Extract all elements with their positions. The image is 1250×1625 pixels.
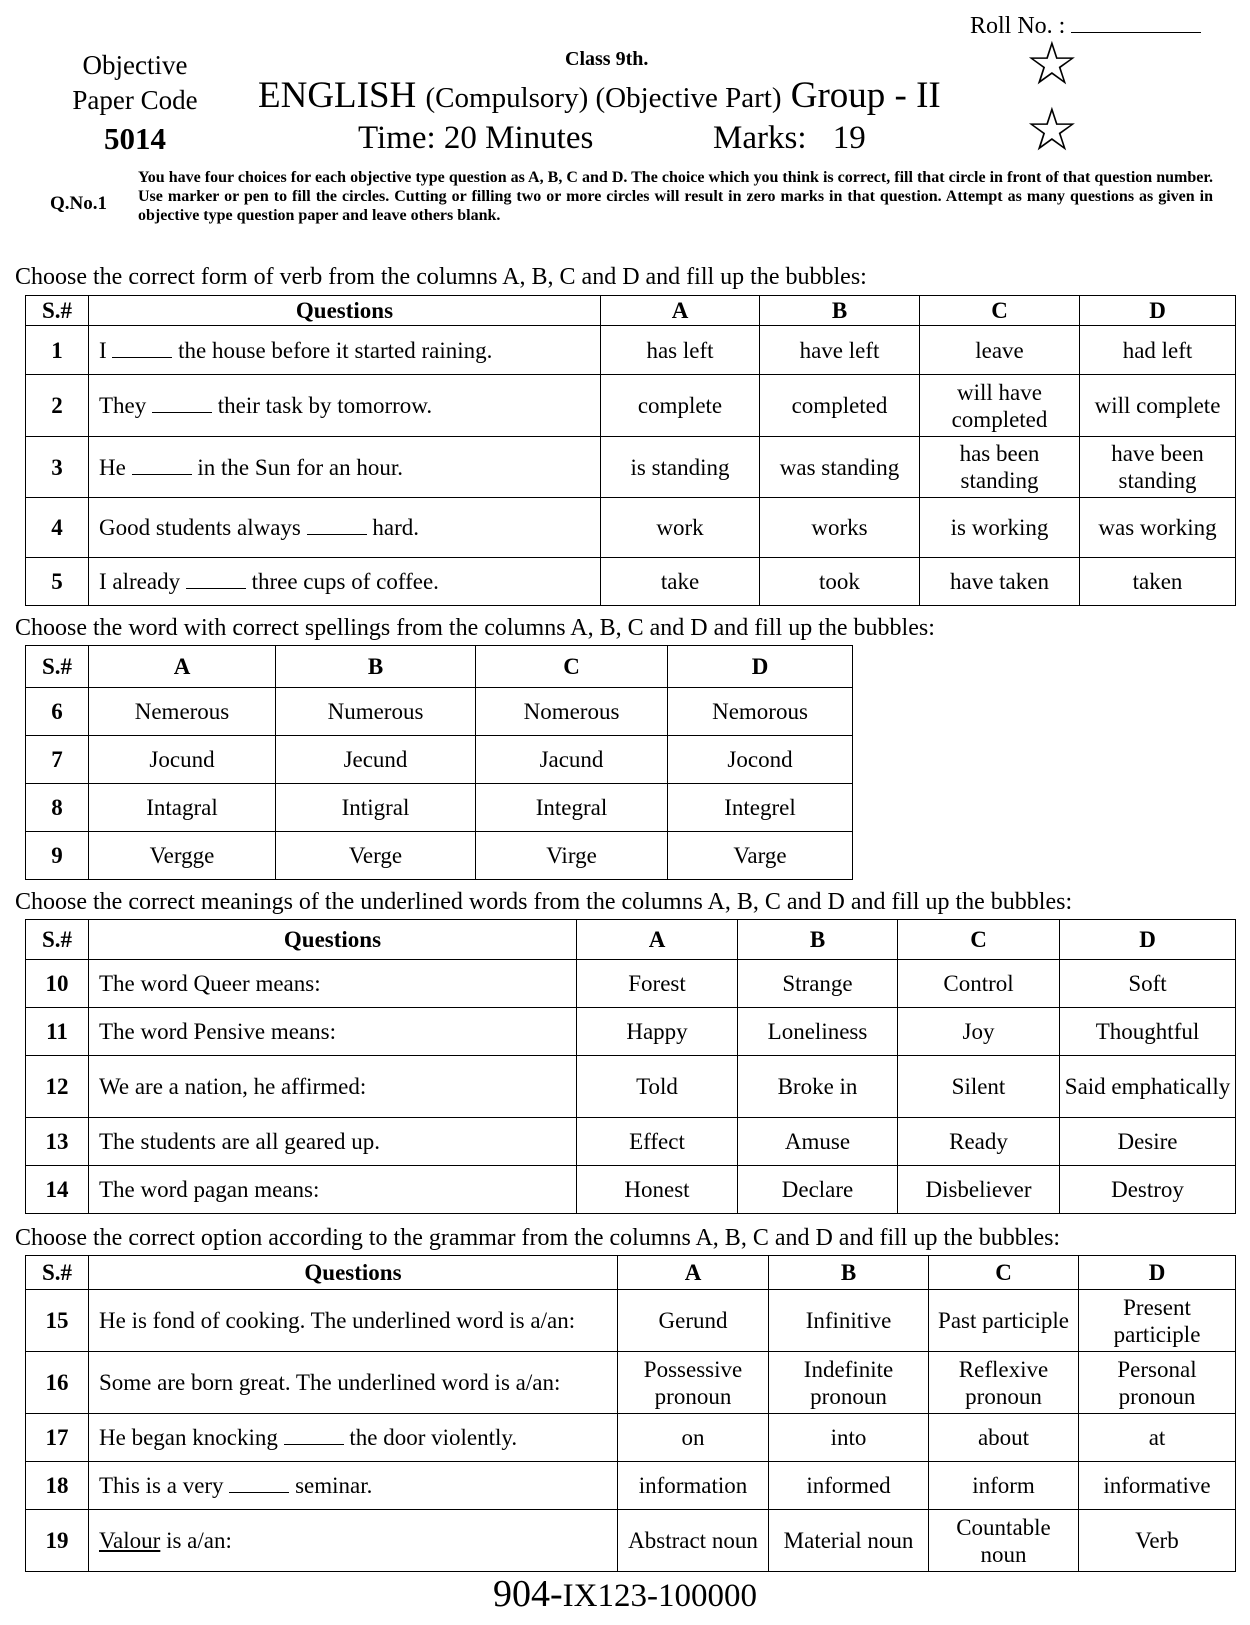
option-c[interactable]: has been standing [920, 437, 1080, 498]
option-a[interactable]: has left [601, 326, 760, 375]
subject-details: (Compulsory) (Objective Part) [425, 82, 782, 114]
option-a[interactable]: Forest [577, 960, 738, 1008]
objective-label: Objective [82, 50, 188, 80]
option-a[interactable]: Told [577, 1056, 738, 1118]
header-d: D [1079, 1256, 1236, 1290]
paper-code: 5014 [104, 121, 166, 156]
table-row [26, 736, 853, 784]
serial-number: 3 [26, 437, 89, 498]
question-number: Q.No.1 [50, 193, 107, 214]
option-d[interactable]: Thoughtful [1060, 1008, 1236, 1056]
question-post: in the Sun for an hour. [197, 454, 404, 480]
question-text [89, 498, 601, 558]
table-header-row [26, 1256, 1236, 1290]
star-outline-icon: ☆ [1025, 95, 1079, 165]
option-a[interactable]: Jocund [89, 736, 276, 784]
option-a[interactable]: Nemerous [89, 688, 276, 736]
section-heading: Choose the correct form of verb from the columns A, B, C and D and fill up the bubbles: [15, 264, 867, 290]
serial-number: 16 [26, 1352, 89, 1414]
question-text [89, 375, 601, 437]
option-a[interactable]: is standing [601, 437, 760, 498]
option-a[interactable]: Happy [577, 1008, 738, 1056]
question-text: The word Queer means: [89, 960, 577, 1008]
instructions: You have four choices for each objective type question as A, B, C and D. The choice which you think is correct, fill that circle in front of that question number. Use marker or pen to fill the circles. Cutting or filling two or more circles will result in zero marks in that question. Attempt as many questions as given in objective type question paper and leave others blank. [138, 169, 1213, 224]
serial-number: 9 [26, 832, 89, 880]
option-b[interactable]: completed [760, 375, 920, 437]
serial-number: 14 [26, 1166, 89, 1214]
option-c[interactable]: Jacund [476, 736, 668, 784]
option-d[interactable]: Jocond [668, 736, 853, 784]
class-label: Class 9th. [565, 48, 649, 70]
roll-number-field[interactable] [1071, 10, 1201, 33]
blank [186, 568, 246, 589]
header-c: C [920, 296, 1080, 326]
option-c[interactable]: Silent [898, 1056, 1060, 1118]
option-d[interactable]: had left [1080, 326, 1236, 375]
option-d[interactable]: have been standing [1080, 437, 1236, 498]
question-text: Some are born great. The underlined word is a/an: [89, 1352, 618, 1414]
option-b[interactable]: Numerous [276, 688, 476, 736]
paper-footer-code [0, 1572, 1250, 1616]
option-b[interactable]: Jecund [276, 736, 476, 784]
question-text [89, 437, 601, 498]
table-header-row [26, 296, 1236, 326]
blank [229, 1472, 289, 1493]
table-row [26, 558, 1236, 606]
option-a[interactable]: Honest [577, 1166, 738, 1214]
serial-number: 13 [26, 1118, 89, 1166]
option-b[interactable]: into [769, 1414, 929, 1462]
question-text [89, 558, 601, 606]
option-b[interactable]: informed [769, 1462, 929, 1510]
option-b[interactable]: took [760, 558, 920, 606]
table-row [26, 326, 1236, 375]
question-post: hard. [372, 515, 419, 540]
option-c[interactable]: Virge [476, 832, 668, 880]
header-a: A [89, 646, 276, 688]
option-c[interactable]: Past participle [929, 1290, 1079, 1352]
option-a[interactable]: take [601, 558, 760, 606]
marks-value: 19 [832, 120, 866, 156]
marks-label: Marks: [713, 120, 807, 156]
option-b[interactable]: was standing [760, 437, 920, 498]
footer-code-rest: IX123-100000 [562, 1578, 757, 1614]
question-pre: They [99, 393, 147, 418]
option-d[interactable]: at [1079, 1414, 1236, 1462]
question-text: He is fond of cooking. The underlined word is a/an: [89, 1290, 618, 1352]
table-row [26, 1008, 1236, 1056]
time-label: Time: 20 Minutes [358, 120, 594, 156]
marks [713, 120, 866, 157]
table-header-row [26, 920, 1236, 960]
section-heading: Choose the word with correct spellings from the columns A, B, C and D and fill up the bubbles: [15, 615, 935, 641]
option-c[interactable]: Countable noun [929, 1510, 1079, 1572]
option-b[interactable]: Material noun [769, 1510, 929, 1572]
blank [132, 454, 192, 475]
option-d[interactable]: will complete [1080, 375, 1236, 437]
question-post: seminar. [295, 1473, 373, 1498]
paper-code-block [55, 48, 215, 160]
option-d[interactable]: taken [1080, 558, 1236, 606]
header-questions: Questions [89, 920, 577, 960]
question-pre: I [99, 337, 107, 363]
option-b[interactable]: Loneliness [738, 1008, 898, 1056]
option-a[interactable]: Effect [577, 1118, 738, 1166]
option-c[interactable]: leave [920, 326, 1080, 375]
blank [112, 337, 172, 358]
option-a[interactable]: Vergge [89, 832, 276, 880]
header-questions: Questions [89, 1256, 618, 1290]
table-row [26, 784, 853, 832]
question-text [89, 326, 601, 375]
option-a[interactable]: information [618, 1462, 769, 1510]
serial-number: 11 [26, 1008, 89, 1056]
question-post: their task by tomorrow. [217, 393, 433, 418]
question-text: The word pagan means: [89, 1166, 577, 1214]
option-d[interactable]: was working [1080, 498, 1236, 558]
question-pre: He began knocking [99, 1425, 278, 1450]
group: Group - II [790, 75, 941, 116]
subject: ENGLISH [258, 75, 417, 116]
question-text: We are a nation, he affirmed: [89, 1056, 577, 1118]
header-c: C [898, 920, 1060, 960]
question-pre: I already [99, 569, 181, 594]
question-text: The word Pensive means: [89, 1008, 577, 1056]
roll-number [970, 10, 1201, 40]
option-a[interactable]: Possessive pronoun [618, 1352, 769, 1414]
serial-number: 8 [26, 784, 89, 832]
option-b[interactable]: Infinitive [769, 1290, 929, 1352]
option-c[interactable]: have taken [920, 558, 1080, 606]
serial-number: 5 [26, 558, 89, 606]
option-d[interactable]: Soft [1060, 960, 1236, 1008]
option-d[interactable]: Personal pronoun [1079, 1352, 1236, 1414]
spelling-table [25, 645, 853, 880]
table-row [26, 1290, 1236, 1352]
serial-number: 1 [26, 326, 89, 375]
table-row [26, 1166, 1236, 1214]
serial-number: 15 [26, 1290, 89, 1352]
option-b[interactable]: Strange [738, 960, 898, 1008]
option-b[interactable]: Verge [276, 832, 476, 880]
header-sn: S.# [26, 296, 89, 326]
question-pre: He [99, 454, 126, 480]
table-row [26, 1510, 1236, 1572]
header-b: B [738, 920, 898, 960]
header-sn: S.# [26, 646, 89, 688]
option-a[interactable]: Intagral [89, 784, 276, 832]
serial-number: 18 [26, 1462, 89, 1510]
serial-number: 7 [26, 736, 89, 784]
table-row [26, 688, 853, 736]
header-b: B [276, 646, 476, 688]
meanings-table [25, 919, 1236, 1214]
question-post: is a/an: [166, 1528, 232, 1553]
option-c[interactable]: Reflexive pronoun [929, 1352, 1079, 1414]
table-row [26, 375, 1236, 437]
blank [152, 392, 212, 413]
option-c[interactable]: is working [920, 498, 1080, 558]
option-d[interactable]: Varge [668, 832, 853, 880]
question-text [89, 1462, 618, 1510]
roll-label: Roll No. : [970, 13, 1066, 39]
header-d: D [1080, 296, 1236, 326]
option-b[interactable]: Indefinite pronoun [769, 1352, 929, 1414]
option-d[interactable]: informative [1079, 1462, 1236, 1510]
table-row [26, 1056, 1236, 1118]
serial-number: 12 [26, 1056, 89, 1118]
question-post: three cups of coffee. [251, 569, 439, 594]
question-post: the house before it started raining. [178, 337, 493, 363]
star-outline-icon: ☆ [1025, 29, 1079, 99]
question-pre: This is a very [99, 1473, 224, 1498]
option-c[interactable]: will have completed [920, 375, 1080, 437]
header-sn: S.# [26, 920, 89, 960]
option-d[interactable]: Nemorous [668, 688, 853, 736]
header-b: B [760, 296, 920, 326]
question-text: The students are all geared up. [89, 1118, 577, 1166]
table-row [26, 960, 1236, 1008]
paper-title [258, 74, 941, 117]
option-a[interactable]: on [618, 1414, 769, 1462]
option-c[interactable]: about [929, 1414, 1079, 1462]
option-b[interactable]: Amuse [738, 1118, 898, 1166]
option-b[interactable]: Broke in [738, 1056, 898, 1118]
option-a[interactable]: Abstract noun [618, 1510, 769, 1572]
question-post: the door violently. [349, 1425, 518, 1450]
option-d[interactable]: Said emphatically [1060, 1056, 1236, 1118]
table-row [26, 832, 853, 880]
option-d[interactable]: Verb [1079, 1510, 1236, 1572]
serial-number: 6 [26, 688, 89, 736]
underlined-word: Valour [99, 1528, 161, 1553]
serial-number: 17 [26, 1414, 89, 1462]
header-sn: S.# [26, 1256, 89, 1290]
section-heading: Choose the correct meanings of the underlined words from the columns A, B, C and D and fill up the bubbles: [15, 889, 1073, 915]
header-d: D [1060, 920, 1236, 960]
grammar-table [25, 1255, 1236, 1572]
header-c: C [476, 646, 668, 688]
table-header-row [26, 646, 853, 688]
option-c[interactable]: Control [898, 960, 1060, 1008]
question-pre: Good students always [99, 515, 301, 540]
serial-number: 2 [26, 375, 89, 437]
option-c[interactable]: Joy [898, 1008, 1060, 1056]
option-a[interactable]: Gerund [618, 1290, 769, 1352]
option-c[interactable]: Integral [476, 784, 668, 832]
option-b[interactable]: Intigral [276, 784, 476, 832]
paper-code-label: Paper Code [72, 85, 198, 115]
header-a: A [601, 296, 760, 326]
header-b: B [769, 1256, 929, 1290]
footer-code-big: 904- [493, 1573, 563, 1615]
header-a: A [577, 920, 738, 960]
option-a[interactable]: complete [601, 375, 760, 437]
verb-form-table [25, 295, 1236, 606]
option-b[interactable]: Declare [738, 1166, 898, 1214]
question-text [89, 1414, 618, 1462]
serial-number: 19 [26, 1510, 89, 1572]
serial-number: 10 [26, 960, 89, 1008]
blank [307, 514, 367, 535]
option-a[interactable]: work [601, 498, 760, 558]
table-row [26, 437, 1236, 498]
option-d[interactable]: Desire [1060, 1118, 1236, 1166]
option-d[interactable]: Destroy [1060, 1166, 1236, 1214]
table-row [26, 1118, 1236, 1166]
question-text [89, 1510, 618, 1572]
option-c[interactable]: Ready [898, 1118, 1060, 1166]
option-d[interactable]: Present participle [1079, 1290, 1236, 1352]
serial-number: 4 [26, 498, 89, 558]
header-c: C [929, 1256, 1079, 1290]
option-c[interactable]: Disbeliever [898, 1166, 1060, 1214]
header-questions: Questions [89, 296, 601, 326]
header-d: D [668, 646, 853, 688]
option-c[interactable]: Nomerous [476, 688, 668, 736]
table-row [26, 498, 1236, 558]
option-d[interactable]: Integrel [668, 784, 853, 832]
option-b[interactable]: have left [760, 326, 920, 375]
blank [284, 1424, 344, 1445]
table-row [26, 1352, 1236, 1414]
table-row [26, 1462, 1236, 1510]
table-row [26, 1414, 1236, 1462]
option-b[interactable]: works [760, 498, 920, 558]
option-c[interactable]: inform [929, 1462, 1079, 1510]
section-heading: Choose the correct option according to the grammar from the columns A, B, C and D and fill up the bubbles: [15, 1225, 1061, 1251]
header-a: A [618, 1256, 769, 1290]
